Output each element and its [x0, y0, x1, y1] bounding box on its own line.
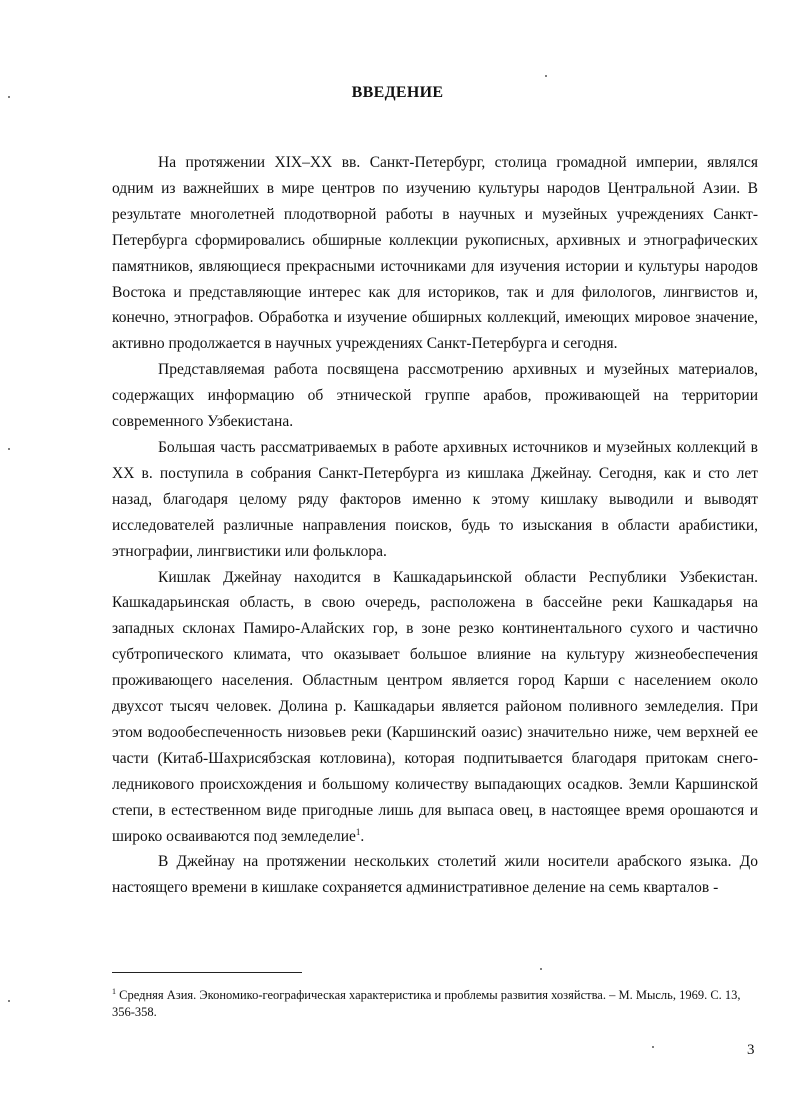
- paragraph-4: Кишлак Джейнау находится в Кашкадарьинской области Республики Узбекистан. Кашкадарьинская область, в свою очередь, расположена в бассейне реки Кашкадарья на западных склонах Памиро-Алайских гор, в зоне резко континентального сухого и частично субтропического климата, что оказывает большое влияние на культуру жизнеобеспечения проживающего населения. Областным центром является город Карши с населением около двухсот тысяч человек. Долина р. Кашкадарьи является районом поливного земледелия. При этом водообеспеченность низовьев реки (Каршинский оазис) значительно ниже, чем верхней ее части (Китаб-Шахрисябзская котловина), которая подпитывается благодаря притокам снего-ледникового происхождения и большому количеству выпадающих осадков. Земли Каршинской степи, в естественном виде пригодные лишь для выпаса овец, в настоящее время орошаются и широко осваиваются под земледелие$^1$.: [112, 568, 758, 845]
- footnote-marker: 1: [112, 987, 116, 996]
- scan-speck: [8, 448, 10, 450]
- paragraph-1: На протяжении XIX–XX вв. Санкт-Петербург, столица громадной империи, являлся одним из важнейших в мире центров по изучению культуры народов Центральной Азии. В результате многолетней плодотворной работы в научных и музейных учреждениях Санкт-Петербурга сформировались обширные коллекции рукописных, архивных и этнографических памятников, являющиеся прекрасными источниками для изучения истории и культуры народов Востока и представляющие интерес как для историков, так и для филологов, лингвистов и, конечно, этнографов. Обработка и изучение обширных коллекций, имеющих мировое значение, активно продолжается в научных учреждениях Санкт-Петербурга и сегодня.: [112, 154, 758, 353]
- paragraph-3: Большая часть рассматриваемых в работе архивных источников и музейных коллекций в XX в. поступила в собрания Санкт-Петербурга из кишлака Джейнау. Сегодня, как и сто лет назад, благодаря целому ряду факторов именно к этому кишлаку выводили и выводят исследователей различные направления поисков, будь то изыскания в области арабистики, этнографии, лингвистики или фольклора.: [112, 438, 758, 560]
- paragraph-4-text: Кишлак Джейнау находится в Кашкадарьинской области Республики Узбекистан. Кашкадарьинская область, в свою очередь, расположена в бассейне реки Кашкадарья на западных склонах Памиро-Алайских гор, в зоне резко континентального сухого и частично субтропического климата, что оказывает большое влияние на культуру жизнеобеспечения проживающего населения. Областным центром является город Карши с населением около двухсот тысяч человек. Долина р. Кашкадарьи является районом поливного земледелия. При этом водообеспеченность низовьев реки (Каршинский оазис) значительно ниже, чем верхней ее части (Китаб-Шахрисябзская котловина), которая подпитывается благодаря притокам снего-ледникового происхождения и большому количеству выпадающих осадков. Земли Каршинской степи, в естественном виде пригодные лишь для выпаса овец, в настоящее время орошаются и широко осваиваются под земледелие: [112, 568, 758, 845]
- body-text: [112, 150, 758, 901]
- footnote-reference[interactable]: 1: [355, 826, 361, 837]
- scan-speck: [8, 1000, 10, 1002]
- page-number: 3: [747, 1042, 755, 1058]
- paragraph-2: Представляемая работа посвящена рассмотрению архивных и музейных материалов, содержащих информацию об этнической группе арабов, проживающей на территории современного Узбекистана.: [112, 361, 758, 431]
- scan-speck: [545, 75, 547, 77]
- paragraph-5: В Джейнау на протяжении нескольких столетий жили носители арабского языка. До настоящего времени в кишлаке сохраняется административное деление на семь кварталов -: [112, 853, 758, 897]
- page-title: ВВЕДЕНИЕ: [351, 84, 444, 101]
- footnote: [112, 983, 758, 1021]
- scan-speck: [540, 968, 542, 970]
- scan-speck: [652, 1046, 654, 1048]
- scan-speck: [8, 96, 10, 98]
- footnote-text: Средняя Азия. Экономико-географическая характеристика и проблемы развития хозяйства. – М. Мысль, 1969. С. 13, 356-358.: [112, 988, 741, 1020]
- footnote-divider: [112, 972, 302, 973]
